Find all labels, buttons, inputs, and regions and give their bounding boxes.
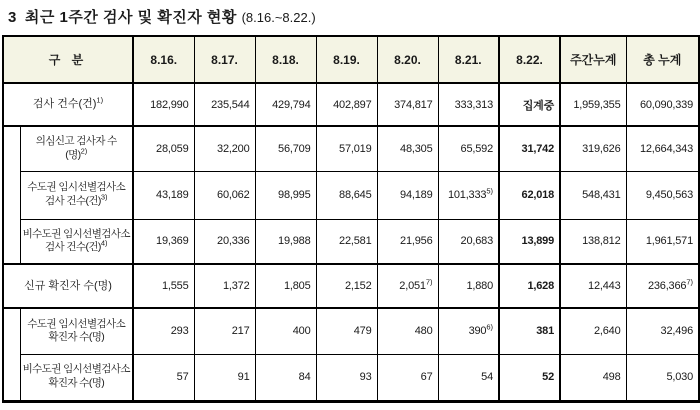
value-cell bbox=[377, 219, 438, 264]
value-text: 2,640 bbox=[593, 325, 621, 338]
row-label-noncapital-screening-tests bbox=[20, 219, 133, 264]
value-cell bbox=[438, 83, 499, 126]
value-text: 94,189 bbox=[400, 189, 433, 201]
header-row bbox=[3, 36, 699, 83]
table-row-capital-screening-confirmed bbox=[3, 308, 699, 354]
footnote-marker: 5) bbox=[486, 186, 493, 196]
column-header: 8.22. bbox=[499, 36, 560, 83]
value-cell bbox=[194, 126, 255, 171]
column-header: 주간누계 bbox=[560, 36, 626, 83]
indent-spacer bbox=[3, 308, 20, 401]
value-cell bbox=[255, 126, 316, 171]
value-cell bbox=[560, 171, 626, 219]
value-text: 101,333 bbox=[447, 189, 487, 201]
value-text: 498 bbox=[602, 371, 621, 383]
value-text: 479 bbox=[353, 325, 372, 338]
value-cell bbox=[194, 219, 255, 264]
value-text: 374,817 bbox=[394, 98, 433, 111]
value-text: 54 bbox=[481, 371, 493, 383]
value-text: 43,189 bbox=[156, 189, 189, 201]
value-cell bbox=[255, 83, 316, 126]
value-cell bbox=[438, 219, 499, 264]
value-text: 57 bbox=[176, 371, 189, 383]
column-header: 8.18. bbox=[255, 36, 316, 83]
section-title bbox=[8, 6, 698, 27]
value-cell bbox=[377, 83, 438, 126]
value-text: 57,019 bbox=[339, 142, 372, 155]
column-header: 총 누계 bbox=[626, 36, 699, 83]
table-row-capital-screening-tests bbox=[3, 171, 699, 219]
value-text: 19,369 bbox=[156, 235, 189, 248]
value-cell bbox=[194, 171, 255, 219]
row-label-new-confirmed bbox=[3, 264, 133, 308]
column-header: 8.20. bbox=[377, 36, 438, 83]
value-text: 93 bbox=[359, 371, 372, 383]
footnote-marker: 7) bbox=[425, 277, 433, 287]
value-cell bbox=[316, 308, 377, 354]
value-cell bbox=[560, 308, 626, 354]
value-cell bbox=[133, 354, 194, 401]
footnote-marker: 3) bbox=[100, 192, 108, 202]
value-text: 2,051 bbox=[399, 280, 426, 292]
value-cell bbox=[560, 354, 626, 401]
value-text: 32,200 bbox=[217, 142, 250, 155]
footnote-marker: 4) bbox=[100, 238, 108, 248]
weekly-test-confirmed-table bbox=[2, 35, 700, 403]
value-cell bbox=[133, 219, 194, 264]
value-text: 400 bbox=[292, 325, 311, 338]
value-cell bbox=[194, 264, 255, 308]
value-text: 1,959,355 bbox=[573, 98, 621, 111]
value-cell bbox=[133, 126, 194, 171]
value-text: 182,990 bbox=[150, 98, 189, 111]
value-cell bbox=[499, 264, 560, 308]
value-text: 1,961,571 bbox=[645, 235, 693, 248]
value-text: 32,496 bbox=[660, 325, 693, 338]
value-cell bbox=[255, 171, 316, 219]
value-text: 381 bbox=[536, 325, 554, 338]
title-date-range: (8.16.~8.22.) bbox=[241, 10, 316, 25]
table-row-noncapital-screening-confirmed bbox=[3, 354, 699, 401]
footnote-marker: 6) bbox=[486, 322, 493, 332]
row-label-capital-screening-tests bbox=[20, 171, 133, 219]
label-text: 검사 건수(건) bbox=[45, 241, 101, 254]
value-cell bbox=[438, 126, 499, 171]
column-header: 8.17. bbox=[194, 36, 255, 83]
table-row-test-count bbox=[3, 83, 699, 126]
value-text: 548,431 bbox=[582, 189, 621, 201]
row-label-suspected-tested bbox=[20, 126, 133, 171]
value-cell bbox=[133, 308, 194, 354]
value-cell bbox=[560, 126, 626, 171]
label-text: 의심신고 검사자 수 bbox=[35, 135, 117, 148]
value-cell bbox=[499, 171, 560, 219]
value-text: 390 bbox=[468, 325, 487, 338]
value-cell bbox=[626, 126, 699, 171]
column-header: 8.19. bbox=[316, 36, 377, 83]
table-row-new-confirmed bbox=[3, 264, 699, 308]
row-label-capital-screening-confirmed bbox=[20, 308, 133, 354]
label-text: 신규 확진자 수(명) bbox=[24, 279, 112, 292]
value-cell bbox=[255, 354, 316, 401]
value-cell bbox=[194, 354, 255, 401]
value-cell bbox=[377, 264, 438, 308]
value-cell bbox=[626, 264, 699, 308]
value-cell bbox=[438, 308, 499, 354]
indent-spacer bbox=[3, 126, 20, 264]
value-text: 1,555 bbox=[161, 280, 189, 292]
value-text: 1,880 bbox=[466, 280, 493, 292]
value-text: 65,592 bbox=[460, 142, 493, 155]
value-text: 138,812 bbox=[582, 235, 621, 248]
value-text: 집계중 bbox=[522, 99, 554, 112]
value-cell bbox=[316, 171, 377, 219]
value-text: 56,709 bbox=[278, 142, 311, 155]
value-text: 217 bbox=[231, 325, 250, 338]
value-text: 9,450,563 bbox=[645, 189, 693, 201]
value-text: 84 bbox=[298, 371, 311, 383]
value-text: 5,030 bbox=[666, 371, 693, 383]
value-text: 2,152 bbox=[344, 280, 372, 292]
value-cell bbox=[316, 83, 377, 126]
value-text: 1,805 bbox=[283, 280, 311, 292]
value-text: 28,059 bbox=[156, 142, 189, 155]
value-cell bbox=[626, 83, 699, 126]
value-cell bbox=[316, 219, 377, 264]
value-text: 20,683 bbox=[460, 235, 493, 248]
value-text: 1,628 bbox=[527, 280, 554, 292]
value-text: 20,336 bbox=[217, 235, 250, 248]
value-cell bbox=[377, 308, 438, 354]
label-text: 확진자 수(명) bbox=[48, 331, 105, 344]
value-cell bbox=[560, 219, 626, 264]
value-cell bbox=[133, 171, 194, 219]
value-text: 12,664,343 bbox=[639, 142, 693, 155]
value-cell bbox=[626, 354, 699, 401]
value-cell bbox=[377, 354, 438, 401]
value-text: 67 bbox=[420, 371, 433, 383]
value-cell bbox=[499, 308, 560, 354]
value-cell bbox=[133, 83, 194, 126]
value-cell bbox=[377, 126, 438, 171]
value-cell bbox=[438, 264, 499, 308]
value-cell bbox=[377, 171, 438, 219]
value-text: 88,645 bbox=[339, 189, 372, 201]
label-text: 수도권 임시선별검사소 bbox=[27, 181, 126, 194]
label-text: 검사 건수(건) bbox=[45, 195, 101, 207]
value-text: 91 bbox=[237, 371, 250, 383]
value-cell bbox=[255, 219, 316, 264]
value-cell bbox=[499, 219, 560, 264]
value-text: 319,626 bbox=[582, 142, 621, 155]
row-label-test-count bbox=[3, 83, 133, 126]
value-cell bbox=[626, 219, 699, 264]
value-text: 333,313 bbox=[454, 98, 493, 111]
label-text: 검사 건수(건) bbox=[32, 98, 97, 111]
row-label-noncapital-screening-confirmed bbox=[20, 354, 133, 401]
label-text: 비수도권 임시선별검사소 bbox=[22, 363, 130, 376]
value-cell bbox=[499, 126, 560, 171]
value-text: 31,742 bbox=[521, 142, 554, 155]
column-header: 8.21. bbox=[438, 36, 499, 83]
footnote-marker: 7) bbox=[686, 277, 693, 287]
column-header: 8.16. bbox=[133, 36, 194, 83]
value-text: 19,988 bbox=[278, 235, 311, 248]
value-cell bbox=[255, 308, 316, 354]
value-cell bbox=[560, 264, 626, 308]
value-text: 235,544 bbox=[211, 98, 250, 111]
value-text: 12,443 bbox=[588, 280, 621, 292]
value-text: 60,090,339 bbox=[639, 98, 693, 111]
value-cell bbox=[438, 354, 499, 401]
value-cell bbox=[499, 354, 560, 401]
value-text: 293 bbox=[170, 325, 189, 338]
header-gubun: 구 분 bbox=[3, 36, 133, 83]
value-text: 429,794 bbox=[272, 98, 311, 111]
value-cell bbox=[438, 171, 499, 219]
value-text: 62,018 bbox=[521, 189, 554, 201]
value-text: 48,305 bbox=[400, 142, 433, 155]
value-text: 480 bbox=[414, 325, 433, 338]
value-cell bbox=[316, 126, 377, 171]
value-text: 1,372 bbox=[222, 280, 250, 292]
value-cell bbox=[626, 171, 699, 219]
value-text: 52 bbox=[542, 371, 554, 383]
footnote-marker: 1) bbox=[96, 95, 104, 105]
value-cell bbox=[194, 308, 255, 354]
label-text: 비수도권 임시선별검사소 bbox=[22, 227, 130, 240]
table-row-suspected-tested bbox=[3, 126, 699, 171]
label-text: 수도권 임시선별검사소 bbox=[27, 317, 126, 330]
value-text: 98,995 bbox=[278, 189, 311, 201]
section-title-text: 최근 1주간 검사 및 확진자 현황 bbox=[24, 9, 237, 26]
value-cell bbox=[194, 83, 255, 126]
value-text: 60,062 bbox=[217, 189, 250, 201]
value-cell bbox=[626, 308, 699, 354]
value-text: 21,956 bbox=[400, 235, 433, 248]
value-text: 236,366 bbox=[647, 280, 687, 292]
label-text: 확진자 수(명) bbox=[48, 377, 105, 389]
table-row-noncapital-screening-tests bbox=[3, 219, 699, 264]
label-text: (명) bbox=[65, 148, 81, 161]
value-cell bbox=[316, 264, 377, 308]
value-cell bbox=[316, 354, 377, 401]
value-text: 22,581 bbox=[339, 235, 372, 248]
value-cell bbox=[255, 264, 316, 308]
section-number: 3 bbox=[8, 9, 17, 26]
value-text: 402,897 bbox=[333, 98, 372, 111]
footnote-marker: 2) bbox=[80, 146, 88, 156]
value-cell bbox=[499, 83, 560, 126]
value-cell bbox=[560, 83, 626, 126]
value-cell bbox=[133, 264, 194, 308]
value-text: 13,899 bbox=[521, 235, 554, 248]
